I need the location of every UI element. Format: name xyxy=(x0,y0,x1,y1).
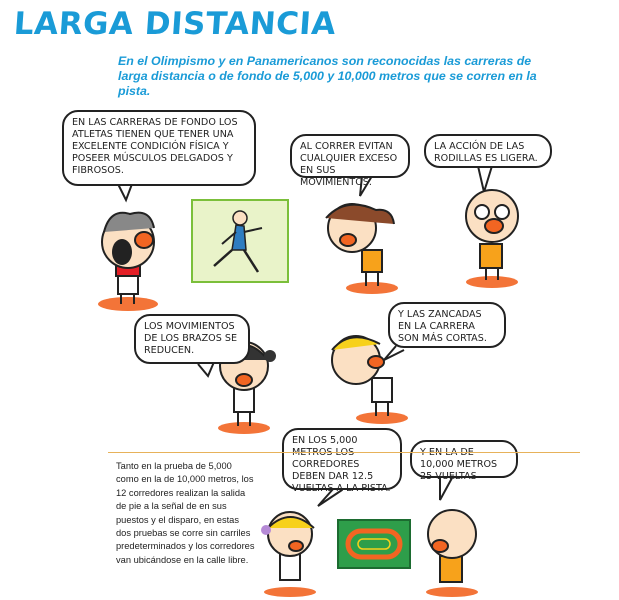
runner-girl xyxy=(192,200,288,282)
bald-man-glasses xyxy=(466,190,518,288)
speech-bubble-7: Y EN LA DE 10,000 METROS 25 VUELTAS xyxy=(410,440,518,478)
speech-bubble-5: Y LAS ZANCADAS EN LA CARRERA SON MÁS CORTAS. xyxy=(388,302,506,348)
speech-bubble-4: LOS MOVIMIENTOS DE LOS BRAZOS SE REDUCEN. xyxy=(134,314,250,364)
speech-bubble-6: EN LOS 5,000 METROS LOS CORREDORES DEBEN DAR 12.5 VUELTAS A LA PISTA. xyxy=(282,428,402,490)
section-divider xyxy=(108,452,580,453)
intro-paragraph: En el Olimpismo y en Panamericanos son reconocidas las carreras de larga distancia o de fondo de 5,000 y 10,000 metros que se corren en la pista. xyxy=(118,54,537,98)
body-paragraph: Tanto en la prueba de 5,000 como en la de 10,000 metros, los 12 corredores realizan la salida de pie a la señal de en sus puestos y el disparo, en estas dos pruebas se corre sin carriles predeterminados y los corredores van ubicándose en la calle libre. xyxy=(116,461,255,565)
speech-bubble-2: AL CORRER EVITAN CUALQUIER EXCESO EN SUS MOVIMIENTOS. xyxy=(290,134,410,178)
bald-man xyxy=(426,510,478,597)
page-title: LARGA DISTANCIA xyxy=(12,6,338,42)
speech-bubble-3: LA ACCIÓN DE LAS RODILLAS ES LIGERA. xyxy=(424,134,552,168)
girl-brown-hair xyxy=(326,204,398,294)
speech-bubble-1: EN LAS CARRERAS DE FONDO LOS ATLETAS TIENEN QUE TENER UNA EXCELENTE CONDICIÓN FÍSICA Y POSEER MÚSCULOS DELGADOS Y FIBROSOS. xyxy=(62,110,256,186)
blonde-girl xyxy=(261,512,316,597)
boy-shouting xyxy=(98,213,158,311)
running-track xyxy=(338,520,410,568)
